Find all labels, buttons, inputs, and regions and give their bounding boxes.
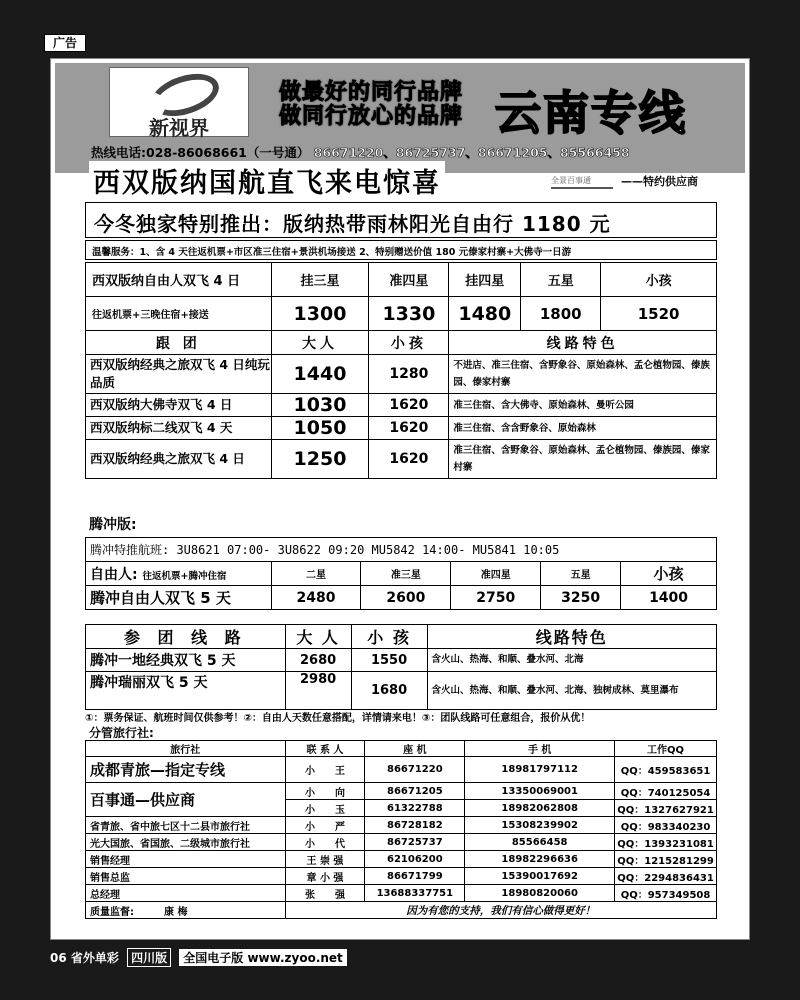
column-header: 小 孩 xyxy=(351,625,427,649)
route-name: 西双版纳标二线双飞 4 天 xyxy=(86,417,272,440)
mobile: 18982296636 xyxy=(465,851,615,868)
table-row xyxy=(86,757,717,783)
qq: QQ：2294836431 xyxy=(615,868,717,885)
landline: 62106200 xyxy=(365,851,465,868)
contact: 小 严 xyxy=(285,817,365,834)
supervisor xyxy=(86,902,286,919)
hotline-numbers: 86671220、86725737、86671205、85566458 xyxy=(313,145,630,160)
child-price: 1550 xyxy=(351,649,427,672)
header-banner xyxy=(55,63,745,173)
page-number: 06 xyxy=(50,951,67,965)
agency-name: 销售总监 xyxy=(86,868,286,885)
headline: 西双版纳国航直飞来电惊喜 xyxy=(89,161,445,200)
column-header: 挂四星 xyxy=(449,263,521,297)
column-header: 五星 xyxy=(541,562,621,586)
qq: QQ：1327627921 xyxy=(615,800,717,817)
adult-price: 2980 xyxy=(285,672,351,710)
column-header: 参 团 线 路 xyxy=(86,625,286,649)
landline: 13688337751 xyxy=(365,885,465,902)
table-row xyxy=(86,586,717,610)
adult-price: 1030 xyxy=(271,394,369,417)
table-row xyxy=(86,902,717,919)
site-label: 全国电子版 www.zyoo.net xyxy=(179,949,347,966)
package-title: 西双版纳自由人双飞 4 日 xyxy=(86,263,272,297)
landline: 86671799 xyxy=(365,868,465,885)
promo-banner: 今冬独家特别推出：版纳热带雨林阳光自由行 1180 元 xyxy=(85,202,717,238)
route-name: 腾冲一地经典双飞 5 天 xyxy=(86,649,286,672)
table-row xyxy=(86,331,717,355)
supervisor-label: 质量监督: xyxy=(90,906,134,918)
edition-label: 四川版 xyxy=(127,948,171,967)
column-header: 旅行社 xyxy=(86,741,286,757)
table-row xyxy=(86,625,717,649)
child-price: 1280 xyxy=(369,355,449,394)
supplier-logo: 全景百事通 xyxy=(551,175,613,189)
mobile: 15390017692 xyxy=(465,868,615,885)
table-row xyxy=(86,263,717,297)
slogan xyxy=(279,81,463,129)
child-price: 1620 xyxy=(369,417,449,440)
column-header: 大 人 xyxy=(285,625,351,649)
agency-name: 省青旅、省中旅七区十二县市旅行社 xyxy=(86,817,286,834)
company-logo xyxy=(109,67,249,140)
child-price: 1680 xyxy=(351,672,427,710)
table-row xyxy=(86,783,717,800)
mobile: 13350069001 xyxy=(465,783,615,800)
qq: QQ：1215281299 xyxy=(615,851,717,868)
column-header: 五星 xyxy=(521,263,601,297)
table-row xyxy=(86,817,717,834)
mobile: 18980820060 xyxy=(465,885,615,902)
page-footer xyxy=(50,948,347,966)
landline: 86671205 xyxy=(365,783,465,800)
price-cell: 1520 xyxy=(601,297,717,331)
table-row xyxy=(86,885,717,902)
mobile: 85566458 xyxy=(465,834,615,851)
package-subtitle: 往返机票+三晚住宿+接送 xyxy=(86,297,272,331)
route-name: 腾冲瑞丽双飞 5 天 xyxy=(86,672,286,710)
logo-text: 新视界 xyxy=(149,116,209,140)
tengchong-free-table xyxy=(85,537,717,610)
service-notice: 温馨服务：1、含 4 天往返机票+市区准三住宿+景洪机场接送 2、特别赠送价值 180 元傣家村寨+大佛寺一日游 xyxy=(85,240,717,260)
free-note: 往返机票+腾冲住宿 xyxy=(142,570,227,582)
price-cell: 2600 xyxy=(361,586,451,610)
agency-name: 光大国旅、省国旅、二级城市旅行社 xyxy=(86,834,286,851)
column-header: 线路特色 xyxy=(449,331,717,355)
column-header: 小孩 xyxy=(621,562,717,586)
footnote: ①：票务保证、航班时间仅供参考！②：自由人天数任意搭配，详情请来电！③：团队线路可任意组合，报价从优！ xyxy=(85,713,591,724)
price-cell: 1330 xyxy=(369,297,449,331)
qq: QQ：983340230 xyxy=(615,817,717,834)
landline: 86728182 xyxy=(365,817,465,834)
ad-tag: 广告 xyxy=(44,34,86,52)
contact: 小 代 xyxy=(285,834,365,851)
tengchong-group-table xyxy=(85,624,717,710)
qq: QQ：740125054 xyxy=(615,783,717,800)
flight-info: 腾冲特推航班: 3U8621 07:00- 3U8622 09:20 MU5842 14:00- MU5841 10:05 xyxy=(86,538,717,562)
slogan-line-1: 做最好的同行品牌 xyxy=(279,80,464,105)
section-name: 省外单彩 xyxy=(70,951,119,965)
table-row xyxy=(86,394,717,417)
table-row xyxy=(86,417,717,440)
route-name: 西双版纳大佛寺双飞 4 日 xyxy=(86,394,272,417)
agency-name: 成都青旅—指定专线 xyxy=(86,757,286,783)
mobile: 15308239902 xyxy=(465,817,615,834)
route-features: 不进店、准三住宿、含野象谷、原始森林、孟仑植物园、傣族园、傣家村寨 xyxy=(449,355,717,394)
hotline-label: 热线电话:028-86068661（一号通） xyxy=(91,145,310,160)
column-header: 座 机 xyxy=(365,741,465,757)
column-header: 小孩 xyxy=(369,331,449,355)
agencies-title: 分管旅行社: xyxy=(89,726,154,740)
table-row xyxy=(86,562,717,586)
agency-name: 总经理 xyxy=(86,885,286,902)
table-row xyxy=(86,440,717,479)
column-header: 工作QQ xyxy=(615,741,717,757)
adult-price: 1050 xyxy=(271,417,369,440)
qq: QQ：459583651 xyxy=(615,757,717,783)
route-features: 准三住宿、含野象谷、原始森林、孟仑植物园、傣族园、傣家村寨 xyxy=(449,440,717,479)
package-title: 腾冲自由人双飞 5 天 xyxy=(86,586,272,610)
supervisor-name: 康 梅 xyxy=(164,906,188,918)
table-row xyxy=(86,538,717,562)
contact: 章 小 强 xyxy=(285,868,365,885)
column-header: 挂三星 xyxy=(271,263,369,297)
column-header: 大人 xyxy=(271,331,369,355)
contact: 王 崇 强 xyxy=(285,851,365,868)
route-name: 西双版纳经典之旅双飞 4 日纯玩品质 xyxy=(86,355,272,394)
adult-price: 1440 xyxy=(271,355,369,394)
child-price: 1620 xyxy=(369,394,449,417)
price-cell: 3250 xyxy=(541,586,621,610)
table-row xyxy=(86,355,717,394)
mobile: 18981797112 xyxy=(465,757,615,783)
route-features: 准三住宿、含含野象谷、原始森林 xyxy=(449,417,717,440)
child-price: 1620 xyxy=(369,440,449,479)
agency-name: 百事通—供应商 xyxy=(86,783,286,817)
closing-message: 因为有您的支持，我们有信心做得更好！ xyxy=(285,902,716,919)
column-header: 准四星 xyxy=(451,562,541,586)
table-row xyxy=(86,297,717,331)
tengchong-title: 腾冲版: xyxy=(89,517,137,533)
xsbn-price-table xyxy=(85,262,717,479)
table-row xyxy=(86,851,717,868)
free-label xyxy=(86,562,272,586)
contact: 小 玉 xyxy=(285,800,365,817)
price-cell: 2750 xyxy=(451,586,541,610)
table-row xyxy=(86,868,717,885)
price-cell: 2480 xyxy=(271,586,361,610)
mobile: 18982062808 xyxy=(465,800,615,817)
column-header: 联 系 人 xyxy=(285,741,365,757)
landline: 86725737 xyxy=(365,834,465,851)
table-row xyxy=(86,672,717,710)
column-header: 准四星 xyxy=(369,263,449,297)
price-cell: 1480 xyxy=(449,297,521,331)
brand-title: 云南专线 xyxy=(495,86,687,140)
column-header: 线路特色 xyxy=(427,625,717,649)
agencies-table xyxy=(85,740,717,919)
price-cell: 1300 xyxy=(271,297,369,331)
slogan-line-2: 做同行放心的品牌 xyxy=(279,104,464,129)
table-row xyxy=(86,834,717,851)
agency-name: 销售经理 xyxy=(86,851,286,868)
ad-sheet xyxy=(50,58,750,940)
qq: QQ：1393231081 xyxy=(615,834,717,851)
route-name: 西双版纳经典之旅双飞 4 日 xyxy=(86,440,272,479)
route-features: 准三住宿、含大佛寺、原始森林、曼听公园 xyxy=(449,394,717,417)
contact: 张 强 xyxy=(285,885,365,902)
table-row xyxy=(86,741,717,757)
contact: 小 向 xyxy=(285,783,365,800)
adult-price: 2680 xyxy=(285,649,351,672)
hotline xyxy=(91,143,630,161)
contact: 小 王 xyxy=(285,757,365,783)
column-header: 二星 xyxy=(271,562,361,586)
table-row xyxy=(86,649,717,672)
supplier-label: ——特约供应商 xyxy=(621,175,698,188)
column-header: 跟 团 xyxy=(86,331,272,355)
route-features: 含火山、热海、和顺、叠水河、北海、独树成林、莫里瀑布 xyxy=(427,672,717,710)
column-header: 准三星 xyxy=(361,562,451,586)
landline: 86671220 xyxy=(365,757,465,783)
column-header: 手 机 xyxy=(465,741,615,757)
price-cell: 1800 xyxy=(521,297,601,331)
qq: QQ：957349508 xyxy=(615,885,717,902)
landline: 61322788 xyxy=(365,800,465,817)
free-label-text: 自由人: xyxy=(90,566,138,583)
adult-price: 1250 xyxy=(271,440,369,479)
price-cell: 1400 xyxy=(621,586,717,610)
column-header: 小孩 xyxy=(601,263,717,297)
route-features: 含火山、热海、和顺、叠水河、北海 xyxy=(427,649,717,672)
